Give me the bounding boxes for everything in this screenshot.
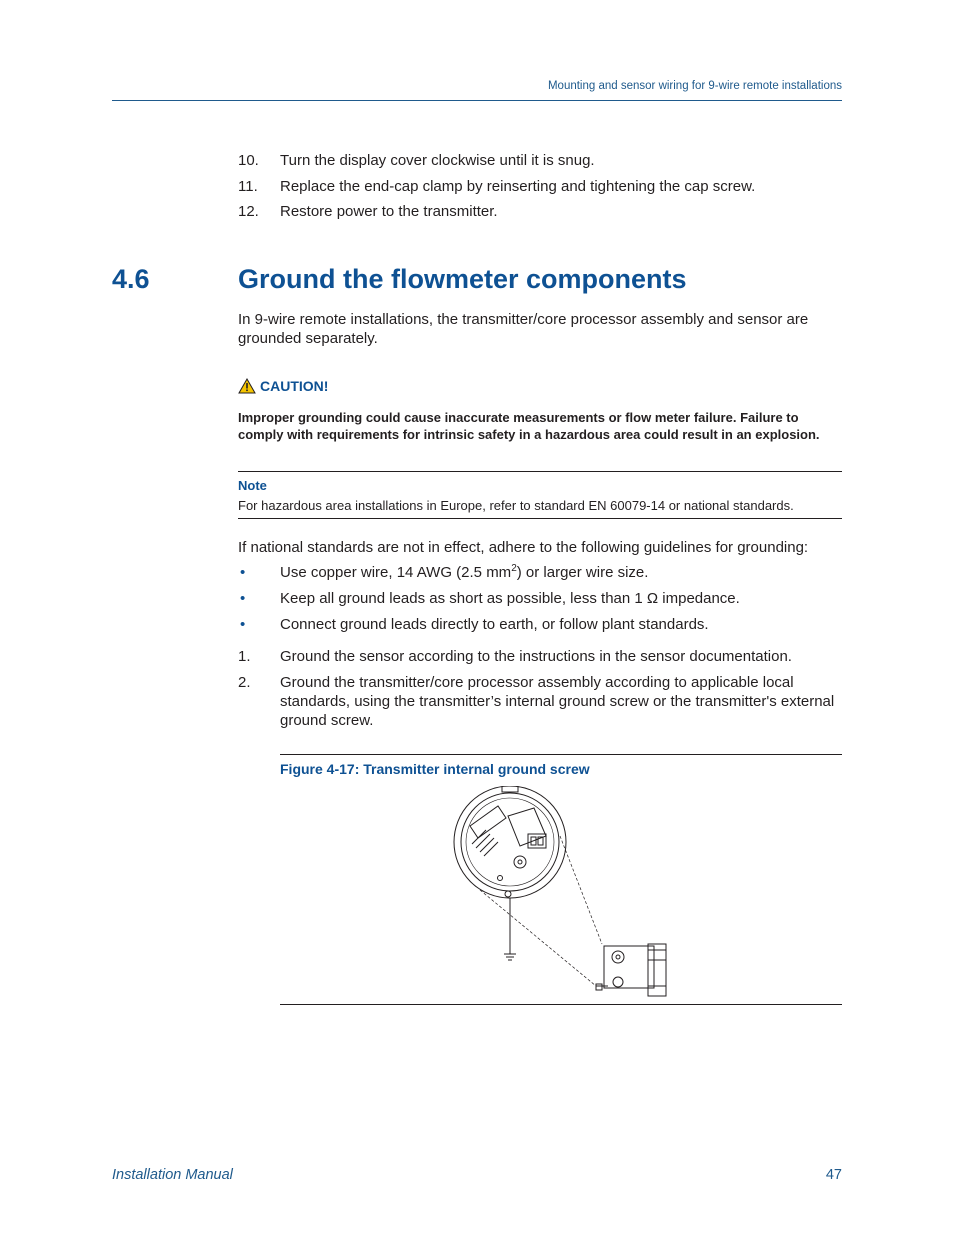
note-title: Note xyxy=(238,478,267,493)
transmitter-ground-screw-diagram xyxy=(450,786,670,1000)
footer-manual-title: Installation Manual xyxy=(112,1167,233,1183)
warning-triangle-icon xyxy=(238,378,256,394)
note-body: For hazardous area installations in Europe, refer to standard EN 60079-14 or national standards. xyxy=(238,498,794,513)
caution-heading xyxy=(238,378,328,394)
figure-caption: Figure 4-17: Transmitter internal ground screw xyxy=(280,761,590,777)
list-item-text: Connect ground leads directly to earth, or follow plant standards. xyxy=(280,616,709,633)
section-title: Ground the flowmeter components xyxy=(238,264,687,294)
step-text: Restore power to the transmitter. xyxy=(280,203,498,220)
figure-bottom-rule xyxy=(280,1004,842,1005)
step-number: 2. xyxy=(238,674,251,691)
step-text: Ground the sensor according to the instructions in the sensor documentation. xyxy=(280,648,792,665)
page-number: 47 xyxy=(825,1167,842,1183)
list-item-text: Keep all ground leads as short as possible, less than 1 Ω impedance. xyxy=(280,590,740,607)
step-text: Turn the display cover clockwise until it is snug. xyxy=(280,152,595,169)
header-rule xyxy=(112,100,842,101)
step-number: 10. xyxy=(238,152,259,169)
bullet-icon: • xyxy=(240,590,246,607)
running-header: Mounting and sensor wiring for 9-wire remote installations xyxy=(547,80,842,92)
step-number: 1. xyxy=(238,648,251,665)
list-item-text: Use copper wire, 14 AWG (2.5 $mm^2$) or larger wire size. xyxy=(280,563,649,581)
guidelines-intro: If national standards are not in effect, adhere to the following guidelines for grounding: xyxy=(238,539,809,556)
section-intro: In 9-wire remote installations, the transmitter/core processor assembly and sensor are grounded separately. xyxy=(238,311,809,347)
bullet-icon: • xyxy=(240,616,246,633)
step-number: 12. xyxy=(238,203,259,220)
section-number: 4.6 xyxy=(112,264,150,294)
caution-body: Improper grounding could cause inaccurate measurements or flow meter failure. Failure to comply with requirements for intrinsic safety in a hazardous area could result in an explosion. xyxy=(238,410,820,442)
figure-top-rule xyxy=(280,754,842,755)
note-top-rule xyxy=(238,471,842,472)
step-text: Ground the transmitter/core processor assembly according to applicable local standards, using the transmitter’s internal ground screw or the transmitter's external ground screw. xyxy=(280,674,835,729)
bullet-icon: • xyxy=(240,564,246,581)
step-number: 11. xyxy=(238,178,258,195)
note-bottom-rule xyxy=(238,518,842,519)
caution-label: CAUTION! xyxy=(260,378,329,394)
step-text: Replace the end-cap clamp by reinserting and tightening the cap screw. xyxy=(280,178,756,195)
